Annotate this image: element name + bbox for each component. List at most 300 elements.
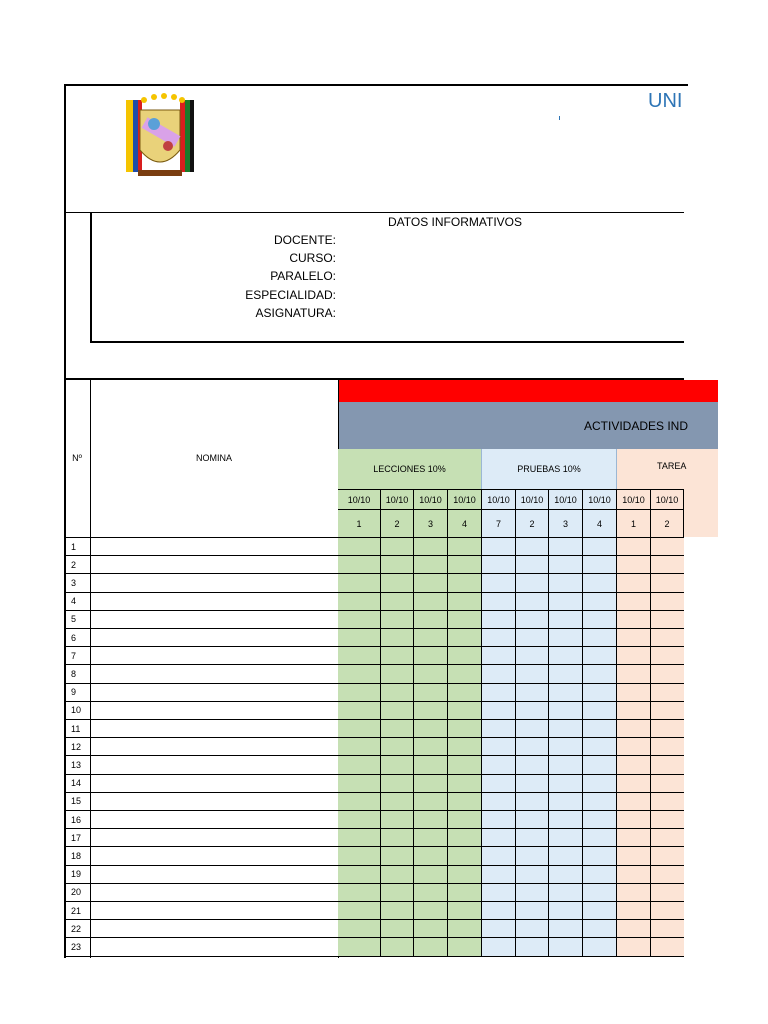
score-header: 10/10 bbox=[583, 489, 617, 510]
grade-cell[interactable] bbox=[617, 556, 651, 574]
grade-cell[interactable] bbox=[549, 756, 583, 774]
grade-cell[interactable] bbox=[516, 847, 549, 865]
grade-cell[interactable] bbox=[338, 720, 381, 738]
grade-cell[interactable] bbox=[414, 593, 448, 611]
grade-cell[interactable] bbox=[482, 538, 516, 556]
student-name-cell[interactable] bbox=[90, 684, 339, 702]
grade-cell[interactable] bbox=[414, 884, 448, 902]
grade-cell[interactable] bbox=[583, 920, 617, 938]
grade-cell[interactable] bbox=[338, 884, 381, 902]
student-name-cell[interactable] bbox=[90, 756, 339, 774]
grade-cell[interactable] bbox=[381, 847, 414, 865]
grade-cell[interactable] bbox=[381, 611, 414, 629]
label-especialidad: ESPECIALIDAD: bbox=[245, 288, 336, 302]
red-header-bar bbox=[338, 380, 718, 402]
grade-cell[interactable] bbox=[651, 629, 684, 647]
grade-cell[interactable] bbox=[414, 775, 448, 793]
grade-cell[interactable] bbox=[482, 920, 516, 938]
grade-cell[interactable] bbox=[338, 738, 381, 756]
grade-cell[interactable] bbox=[414, 847, 448, 865]
grade-cell[interactable] bbox=[482, 811, 516, 829]
grade-cell[interactable] bbox=[549, 720, 583, 738]
grade-cell[interactable] bbox=[381, 556, 414, 574]
grade-cell[interactable] bbox=[583, 574, 617, 592]
score-header: 10/10 bbox=[482, 489, 516, 510]
grade-cell[interactable] bbox=[338, 665, 381, 683]
grade-cell[interactable] bbox=[549, 684, 583, 702]
row-number: 13 bbox=[64, 756, 91, 774]
grade-cell[interactable] bbox=[516, 884, 549, 902]
grade-cell[interactable] bbox=[414, 938, 448, 956]
grade-cell[interactable] bbox=[583, 665, 617, 683]
grade-cell[interactable] bbox=[448, 811, 482, 829]
row-number: 19 bbox=[64, 866, 91, 884]
grade-cell[interactable] bbox=[338, 647, 381, 665]
grade-cell[interactable] bbox=[617, 938, 651, 956]
grade-cell[interactable] bbox=[338, 702, 381, 720]
student-name-cell[interactable] bbox=[90, 629, 339, 647]
label-docente: DOCENTE: bbox=[273, 233, 336, 247]
student-name-cell[interactable] bbox=[90, 902, 339, 920]
grade-cell[interactable] bbox=[516, 684, 549, 702]
grade-cell[interactable] bbox=[617, 684, 651, 702]
grade-cell[interactable] bbox=[651, 738, 684, 756]
grade-cell[interactable] bbox=[516, 593, 549, 611]
grade-cell[interactable] bbox=[482, 938, 516, 956]
institution-title: UNI bbox=[648, 90, 683, 112]
score-header: 10/10 bbox=[549, 489, 583, 510]
grade-cell[interactable] bbox=[617, 611, 651, 629]
grade-cell[interactable] bbox=[583, 866, 617, 884]
grade-cell[interactable] bbox=[482, 738, 516, 756]
grade-cell[interactable] bbox=[448, 920, 482, 938]
grade-cell[interactable] bbox=[482, 647, 516, 665]
grade-cell[interactable] bbox=[516, 738, 549, 756]
grade-cell[interactable] bbox=[448, 847, 482, 865]
grade-cell[interactable] bbox=[617, 920, 651, 938]
grade-cell[interactable] bbox=[448, 684, 482, 702]
grade-cell[interactable] bbox=[549, 593, 583, 611]
grade-cell[interactable] bbox=[482, 593, 516, 611]
grade-cell[interactable] bbox=[583, 684, 617, 702]
grade-cell[interactable] bbox=[617, 647, 651, 665]
grade-cell[interactable] bbox=[583, 811, 617, 829]
student-name-cell[interactable] bbox=[90, 556, 339, 574]
grade-cell[interactable] bbox=[338, 920, 381, 938]
grade-cell[interactable] bbox=[516, 611, 549, 629]
grade-cell[interactable] bbox=[516, 629, 549, 647]
grade-cell[interactable] bbox=[414, 574, 448, 592]
grade-cell[interactable] bbox=[583, 829, 617, 847]
grade-cell[interactable] bbox=[617, 902, 651, 920]
grade-cell[interactable] bbox=[583, 647, 617, 665]
grade-cell[interactable] bbox=[651, 938, 684, 956]
header-divider bbox=[64, 212, 684, 213]
grade-cell[interactable] bbox=[617, 738, 651, 756]
grade-cell[interactable] bbox=[414, 538, 448, 556]
grade-cell[interactable] bbox=[617, 702, 651, 720]
student-name-cell[interactable] bbox=[90, 793, 339, 811]
grade-cell[interactable] bbox=[549, 793, 583, 811]
grade-cell[interactable] bbox=[448, 866, 482, 884]
student-name-cell[interactable] bbox=[90, 665, 339, 683]
grade-cell[interactable] bbox=[414, 611, 448, 629]
grade-cell[interactable] bbox=[338, 829, 381, 847]
grade-cell[interactable] bbox=[516, 702, 549, 720]
grade-cell[interactable] bbox=[448, 938, 482, 956]
grade-cell[interactable] bbox=[583, 538, 617, 556]
grade-cell[interactable] bbox=[338, 902, 381, 920]
grade-cell[interactable] bbox=[448, 556, 482, 574]
grade-cell[interactable] bbox=[482, 720, 516, 738]
grade-cell[interactable] bbox=[617, 793, 651, 811]
grade-cell[interactable] bbox=[651, 556, 684, 574]
grade-cell[interactable] bbox=[651, 611, 684, 629]
grade-cell[interactable] bbox=[651, 665, 684, 683]
grade-cell[interactable] bbox=[583, 629, 617, 647]
info-bottom-border bbox=[90, 341, 684, 343]
grade-cell[interactable] bbox=[448, 593, 482, 611]
grade-cell[interactable] bbox=[549, 902, 583, 920]
grade-cell[interactable] bbox=[448, 647, 482, 665]
grade-cell[interactable] bbox=[583, 738, 617, 756]
score-header: 10/10 bbox=[516, 489, 549, 510]
grade-cell[interactable] bbox=[448, 574, 482, 592]
row-number: 5 bbox=[64, 611, 91, 629]
label-asignatura: ASIGNATURA: bbox=[255, 306, 336, 320]
grade-cell[interactable] bbox=[338, 775, 381, 793]
grade-cell[interactable] bbox=[338, 811, 381, 829]
grade-cell[interactable] bbox=[617, 884, 651, 902]
grade-cell[interactable] bbox=[482, 866, 516, 884]
grade-cell[interactable] bbox=[381, 647, 414, 665]
grade-cell[interactable] bbox=[381, 793, 414, 811]
score-header: 10/10 bbox=[651, 489, 684, 510]
grade-cell[interactable] bbox=[381, 938, 414, 956]
grade-cell[interactable] bbox=[583, 556, 617, 574]
grade-cell[interactable] bbox=[381, 574, 414, 592]
grade-cell[interactable] bbox=[414, 720, 448, 738]
student-name-cell[interactable] bbox=[90, 720, 339, 738]
activity-number-header: 2 bbox=[651, 510, 684, 537]
grade-cell[interactable] bbox=[516, 920, 549, 938]
student-name-cell[interactable] bbox=[90, 593, 339, 611]
group-pruebas: PRUEBAS 10% bbox=[482, 449, 617, 489]
grade-cell[interactable] bbox=[448, 665, 482, 683]
grade-cell[interactable] bbox=[338, 629, 381, 647]
grade-cell[interactable] bbox=[482, 793, 516, 811]
grade-cell[interactable] bbox=[448, 775, 482, 793]
row-number: 9 bbox=[64, 684, 91, 702]
frame-top-border bbox=[64, 84, 688, 86]
grade-cell[interactable] bbox=[482, 902, 516, 920]
student-name-cell[interactable] bbox=[90, 738, 339, 756]
grade-cell[interactable] bbox=[414, 665, 448, 683]
row-number: 20 bbox=[64, 884, 91, 902]
student-name-cell[interactable] bbox=[90, 884, 339, 902]
grade-cell[interactable] bbox=[414, 793, 448, 811]
score-header: 10/10 bbox=[617, 489, 651, 510]
student-name-cell[interactable] bbox=[90, 611, 339, 629]
score-header: 10/10 bbox=[381, 489, 414, 510]
grade-cell[interactable] bbox=[516, 902, 549, 920]
student-name-cell[interactable] bbox=[90, 938, 339, 956]
grade-cell[interactable] bbox=[583, 793, 617, 811]
grade-cell[interactable] bbox=[549, 738, 583, 756]
grade-cell[interactable] bbox=[651, 647, 684, 665]
student-name-cell[interactable] bbox=[90, 920, 339, 938]
grade-cell[interactable] bbox=[381, 629, 414, 647]
grade-cell[interactable] bbox=[516, 665, 549, 683]
grade-cell[interactable] bbox=[381, 811, 414, 829]
grade-cell[interactable] bbox=[448, 829, 482, 847]
student-name-cell[interactable] bbox=[90, 775, 339, 793]
activity-number-header: 1 bbox=[617, 510, 651, 537]
grade-cell[interactable] bbox=[617, 847, 651, 865]
row-number: 10 bbox=[64, 702, 91, 720]
grade-cell[interactable] bbox=[651, 866, 684, 884]
row-number: 22 bbox=[64, 920, 91, 938]
grade-cell[interactable] bbox=[381, 702, 414, 720]
grade-cell[interactable] bbox=[338, 866, 381, 884]
grade-cell[interactable] bbox=[651, 811, 684, 829]
grade-cell[interactable] bbox=[617, 866, 651, 884]
grade-cell[interactable] bbox=[482, 702, 516, 720]
grade-cell[interactable] bbox=[583, 702, 617, 720]
row-number: 15 bbox=[64, 793, 91, 811]
grade-cell[interactable] bbox=[516, 811, 549, 829]
grade-cell[interactable] bbox=[482, 629, 516, 647]
grade-cell[interactable] bbox=[617, 775, 651, 793]
grade-cell[interactable] bbox=[583, 775, 617, 793]
grade-cell[interactable] bbox=[414, 647, 448, 665]
row-number: 21 bbox=[64, 902, 91, 920]
grade-cell[interactable] bbox=[338, 938, 381, 956]
grade-cell[interactable] bbox=[651, 847, 684, 865]
grade-cell[interactable] bbox=[482, 847, 516, 865]
grade-cell[interactable] bbox=[617, 720, 651, 738]
grade-cell[interactable] bbox=[381, 538, 414, 556]
grade-cell[interactable] bbox=[583, 902, 617, 920]
grade-cell[interactable] bbox=[381, 720, 414, 738]
grade-cell[interactable] bbox=[549, 811, 583, 829]
grade-cell[interactable] bbox=[583, 611, 617, 629]
grade-cell[interactable] bbox=[381, 593, 414, 611]
grade-cell[interactable] bbox=[583, 756, 617, 774]
grade-cell[interactable] bbox=[516, 829, 549, 847]
grade-cell[interactable] bbox=[583, 884, 617, 902]
grade-cell[interactable] bbox=[414, 902, 448, 920]
grade-cell[interactable] bbox=[651, 702, 684, 720]
label-paralelo: PARALELO: bbox=[270, 269, 336, 283]
grade-cell[interactable] bbox=[448, 793, 482, 811]
grade-cell[interactable] bbox=[651, 574, 684, 592]
grade-cell[interactable] bbox=[651, 538, 684, 556]
row-number: 23 bbox=[64, 938, 91, 956]
grade-cell[interactable] bbox=[617, 574, 651, 592]
grade-cell[interactable] bbox=[549, 884, 583, 902]
grade-cell[interactable] bbox=[651, 829, 684, 847]
grade-cell[interactable] bbox=[549, 920, 583, 938]
score-header: 10/10 bbox=[338, 489, 381, 510]
grade-cell[interactable] bbox=[381, 665, 414, 683]
row-number: 18 bbox=[64, 847, 91, 865]
grade-cell[interactable] bbox=[448, 629, 482, 647]
activity-number-header: 2 bbox=[516, 510, 549, 537]
grade-cell[interactable] bbox=[414, 684, 448, 702]
grade-cell[interactable] bbox=[516, 756, 549, 774]
grade-cell[interactable] bbox=[516, 775, 549, 793]
grade-cell[interactable] bbox=[338, 847, 381, 865]
grade-cell[interactable] bbox=[549, 574, 583, 592]
grade-cell[interactable] bbox=[516, 720, 549, 738]
grade-cell[interactable] bbox=[448, 902, 482, 920]
grade-cell[interactable] bbox=[482, 684, 516, 702]
grade-cell[interactable] bbox=[381, 902, 414, 920]
grade-cell[interactable] bbox=[482, 556, 516, 574]
row-number: 11 bbox=[64, 720, 91, 738]
grade-cell[interactable] bbox=[414, 920, 448, 938]
grade-cell[interactable] bbox=[482, 574, 516, 592]
student-name-cell[interactable] bbox=[90, 866, 339, 884]
grade-cell[interactable] bbox=[651, 920, 684, 938]
grade-cell[interactable] bbox=[516, 556, 549, 574]
group-lecciones: LECCIONES 10% bbox=[338, 449, 482, 489]
grade-cell[interactable] bbox=[583, 593, 617, 611]
grade-cell[interactable] bbox=[549, 629, 583, 647]
grade-cell[interactable] bbox=[617, 829, 651, 847]
grade-cell[interactable] bbox=[617, 811, 651, 829]
student-name-cell[interactable] bbox=[90, 574, 339, 592]
grade-cell[interactable] bbox=[338, 611, 381, 629]
grade-cell[interactable] bbox=[549, 538, 583, 556]
grade-cell[interactable] bbox=[482, 775, 516, 793]
grade-cell[interactable] bbox=[448, 611, 482, 629]
grade-cell[interactable] bbox=[338, 556, 381, 574]
grade-cell[interactable] bbox=[381, 829, 414, 847]
student-name-cell[interactable] bbox=[90, 647, 339, 665]
grade-cell[interactable] bbox=[516, 647, 549, 665]
grade-cell[interactable] bbox=[448, 884, 482, 902]
row-number: 3 bbox=[64, 574, 91, 592]
grade-cell[interactable] bbox=[414, 738, 448, 756]
student-name-cell[interactable] bbox=[90, 847, 339, 865]
grade-cell[interactable] bbox=[549, 556, 583, 574]
section-title: DATOS INFORMATIVOS bbox=[387, 215, 522, 229]
grade-cell[interactable] bbox=[617, 538, 651, 556]
grade-cell[interactable] bbox=[482, 829, 516, 847]
grade-cell[interactable] bbox=[549, 847, 583, 865]
grade-cell[interactable] bbox=[414, 756, 448, 774]
grade-cell[interactable] bbox=[516, 866, 549, 884]
grade-cell[interactable] bbox=[651, 756, 684, 774]
row-number: 1 bbox=[64, 538, 91, 556]
score-header: 10/10 bbox=[448, 489, 482, 510]
row-number: 2 bbox=[64, 556, 91, 574]
grade-cell[interactable] bbox=[414, 556, 448, 574]
activity-number-header: 4 bbox=[448, 510, 482, 537]
grade-cell[interactable] bbox=[549, 829, 583, 847]
grade-cell[interactable] bbox=[549, 611, 583, 629]
grade-cell[interactable] bbox=[381, 884, 414, 902]
student-name-cell[interactable] bbox=[90, 811, 339, 829]
grade-cell[interactable] bbox=[651, 775, 684, 793]
grade-cell[interactable] bbox=[338, 684, 381, 702]
grade-cell[interactable] bbox=[381, 756, 414, 774]
grade-cell[interactable] bbox=[381, 866, 414, 884]
grade-cell[interactable] bbox=[381, 775, 414, 793]
grade-cell[interactable] bbox=[549, 938, 583, 956]
grade-cell[interactable] bbox=[617, 593, 651, 611]
grade-cell[interactable] bbox=[617, 756, 651, 774]
grade-cell[interactable] bbox=[338, 793, 381, 811]
grade-cell[interactable] bbox=[338, 756, 381, 774]
grade-cell[interactable] bbox=[583, 938, 617, 956]
grade-cell[interactable] bbox=[549, 702, 583, 720]
grade-cell[interactable] bbox=[651, 884, 684, 902]
grade-cell[interactable] bbox=[583, 720, 617, 738]
col-header-no: Nº bbox=[72, 453, 82, 463]
activity-number-header: 7 bbox=[482, 510, 516, 537]
grade-cell[interactable] bbox=[482, 611, 516, 629]
grade-cell[interactable] bbox=[338, 593, 381, 611]
grade-cell[interactable] bbox=[448, 702, 482, 720]
row-number: 16 bbox=[64, 811, 91, 829]
grade-cell[interactable] bbox=[381, 920, 414, 938]
grade-cell[interactable] bbox=[516, 538, 549, 556]
student-name-cell[interactable] bbox=[90, 538, 339, 556]
grade-cell[interactable] bbox=[482, 665, 516, 683]
student-name-cell[interactable] bbox=[90, 702, 339, 720]
grade-cell[interactable] bbox=[448, 538, 482, 556]
grade-cell[interactable] bbox=[448, 720, 482, 738]
grade-cell[interactable] bbox=[516, 938, 549, 956]
grade-cell[interactable] bbox=[414, 629, 448, 647]
grade-cell[interactable] bbox=[338, 574, 381, 592]
grade-cell[interactable] bbox=[549, 647, 583, 665]
grade-cell[interactable] bbox=[448, 756, 482, 774]
grade-cell[interactable] bbox=[549, 665, 583, 683]
grade-cell[interactable] bbox=[549, 866, 583, 884]
grade-cell[interactable] bbox=[651, 593, 684, 611]
grade-cell[interactable] bbox=[516, 574, 549, 592]
row-number: 8 bbox=[64, 665, 91, 683]
grade-cell[interactable] bbox=[414, 829, 448, 847]
grade-cell[interactable] bbox=[482, 884, 516, 902]
grade-cell[interactable] bbox=[651, 902, 684, 920]
activity-number-header: 1 bbox=[338, 510, 381, 537]
grade-cell[interactable] bbox=[651, 793, 684, 811]
grade-cell[interactable] bbox=[549, 775, 583, 793]
grade-cell[interactable] bbox=[414, 811, 448, 829]
grade-cell[interactable] bbox=[583, 847, 617, 865]
grade-cell[interactable] bbox=[381, 684, 414, 702]
grade-cell[interactable] bbox=[651, 720, 684, 738]
grade-cell[interactable] bbox=[617, 665, 651, 683]
grade-cell[interactable] bbox=[651, 684, 684, 702]
grade-cell[interactable] bbox=[448, 738, 482, 756]
row-number: 6 bbox=[64, 629, 91, 647]
grade-cell[interactable] bbox=[414, 702, 448, 720]
grade-cell[interactable] bbox=[482, 756, 516, 774]
grade-cell[interactable] bbox=[516, 793, 549, 811]
grade-cell[interactable] bbox=[338, 538, 381, 556]
grade-cell[interactable] bbox=[381, 738, 414, 756]
grade-cell[interactable] bbox=[414, 866, 448, 884]
activities-header: ACTIVIDADES IND bbox=[338, 402, 718, 449]
grade-cell[interactable] bbox=[617, 629, 651, 647]
student-name-cell[interactable] bbox=[90, 829, 339, 847]
